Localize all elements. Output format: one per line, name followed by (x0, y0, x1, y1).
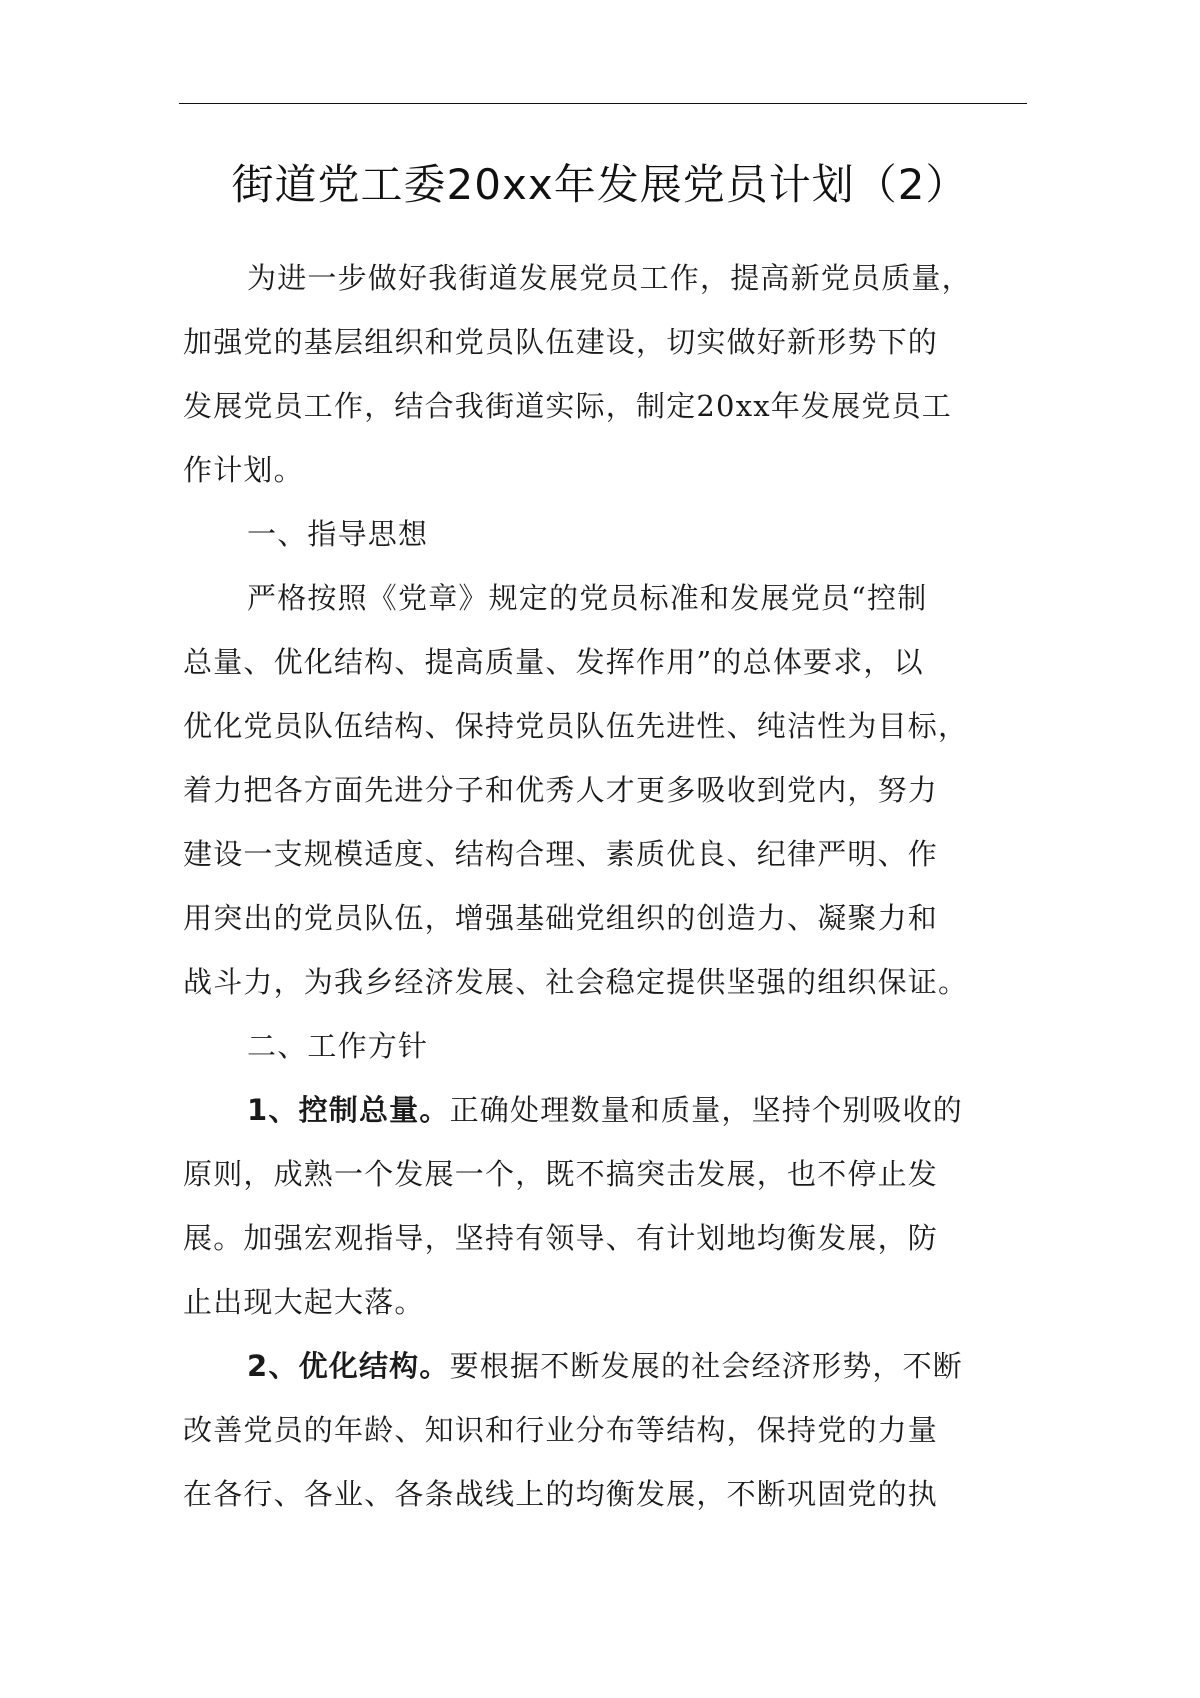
section-heading-guiding-thought: 一、指导思想 (247, 517, 429, 551)
text-line: 发展党员工作，结合我街道实际，制定20xx年发展党员工 (183, 389, 953, 423)
header-rule (179, 103, 1027, 104)
text-line: 改善党员的年龄、知识和行业分布等结构，保持党的力量 (183, 1413, 939, 1447)
item-label: 2、优化结构。 (247, 1349, 450, 1383)
text-line: 作计划。 (183, 453, 304, 487)
document-title: 街道党工委20xx年发展党员计划（2） (231, 160, 969, 209)
text-line: 总量、优化结构、提高质量、发挥作用”的总体要求，以 (183, 645, 924, 679)
text-line: 原则，成熟一个发展一个，既不搞突击发展，也不停止发 (183, 1157, 939, 1191)
text-line: 建设一支规模适度、结构合理、素质优良、纪律严明、作 (183, 837, 939, 871)
section-heading-work-policy: 二、工作方针 (247, 1029, 429, 1063)
text-line: 着力把各方面先进分子和优秀人才更多吸收到党内，努力 (183, 773, 939, 807)
policy-item-optimize-structure (183, 1334, 1063, 1526)
item-text: 正确处理数量和质量，坚持个别吸收的 (449, 1093, 963, 1127)
guiding-thought-paragraph (183, 566, 1063, 1014)
text-line: 优化党员队伍结构、保持党员队伍先进性、纯洁性为目标， (183, 709, 969, 743)
item-text: 要根据不断发展的社会经济形势，不断 (449, 1349, 963, 1383)
document-body (183, 246, 1063, 1526)
text-line: 用突出的党员队伍，增强基础党组织的创造力、凝聚力和 (183, 901, 939, 935)
text-line (183, 1078, 1063, 1142)
text-line: 加强党的基层组织和党员队伍建设，切实做好新形势下的 (183, 325, 939, 359)
text-line: 止出现大起大落。 (183, 1285, 425, 1319)
text-line (183, 1334, 1063, 1398)
text-line: 为进一步做好我街道发展党员工作，提高新党员质量， (247, 261, 972, 295)
item-label: 1、控制总量。 (247, 1093, 450, 1127)
text-line: 战斗力，为我乡经济发展、社会稳定提供坚强的组织保证。 (183, 965, 969, 999)
text-line: 在各行、各业、各条战线上的均衡发展，不断巩固党的执 (183, 1477, 939, 1511)
intro-paragraph (183, 246, 1063, 502)
text-line: 展。加强宏观指导，坚持有领导、有计划地均衡发展，防 (183, 1221, 939, 1255)
policy-item-control-total (183, 1078, 1063, 1334)
text-line: 严格按照《党章》规定的党员标准和发展党员“控制 (247, 581, 928, 615)
